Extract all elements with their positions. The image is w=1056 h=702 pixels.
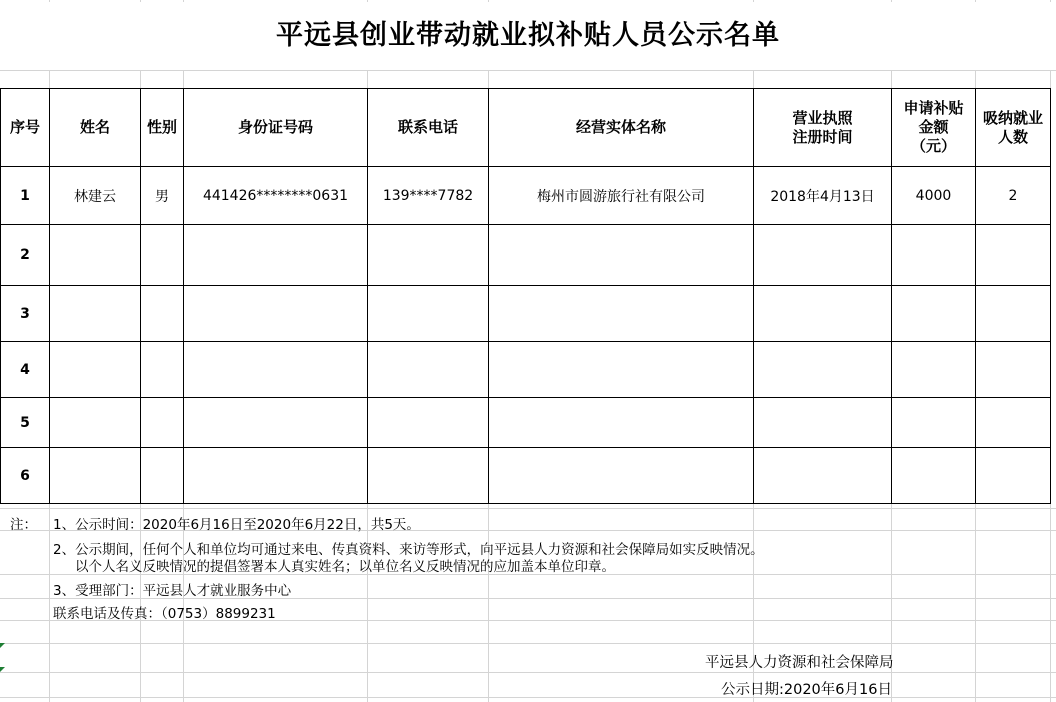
cell-id-number <box>184 398 368 448</box>
cell-name <box>50 342 141 398</box>
cell-business-entity <box>489 225 754 286</box>
header-employees: 吸纳就业 人数 <box>976 89 1051 167</box>
header-phone: 联系电话 <box>368 89 489 167</box>
header-name: 姓名 <box>50 89 141 167</box>
table-row <box>1 448 1051 504</box>
table-row <box>1 286 1051 342</box>
cell-phone: 139****7782 <box>368 167 489 225</box>
cell-name <box>50 225 141 286</box>
cell-employees <box>976 398 1051 448</box>
cell-id-number <box>184 342 368 398</box>
document-title: 平远县创业带动就业拟补贴人员公示名单 <box>0 2 1056 70</box>
cell-subsidy-amount <box>892 448 976 504</box>
cell-license-date <box>754 448 892 504</box>
cell-subsidy-amount <box>892 342 976 398</box>
cell-license-date <box>754 286 892 342</box>
cell-subsidy-amount <box>892 286 976 342</box>
table-row <box>1 167 1051 225</box>
cell-business-entity <box>489 448 754 504</box>
table-row <box>1 225 1051 286</box>
cell-business-entity <box>489 398 754 448</box>
cell-marker-icon <box>0 643 5 648</box>
grid-row-line <box>0 70 1056 71</box>
note-line-contact: 联系电话及传真：（0753）8899231 <box>53 606 276 622</box>
cell-marker-icon <box>0 667 5 672</box>
cell-index: 6 <box>1 448 50 504</box>
cell-index: 5 <box>1 398 50 448</box>
cell-license-date <box>754 398 892 448</box>
header-id-number: 身份证号码 <box>184 89 368 167</box>
cell-index: 4 <box>1 342 50 398</box>
cell-index: 1 <box>1 167 50 225</box>
notes-label: 注： <box>10 517 37 533</box>
grid-row-line <box>0 508 1056 509</box>
table-row <box>1 398 1051 448</box>
cell-employees <box>976 225 1051 286</box>
cell-gender <box>141 225 184 286</box>
cell-license-date: 2018年4月13日 <box>754 167 892 225</box>
signature-org: 平远县人力资源和社会保障局 <box>705 655 894 671</box>
cell-business-entity <box>489 342 754 398</box>
cell-name <box>50 286 141 342</box>
cell-employees: 2 <box>976 167 1051 225</box>
header-license-date: 营业执照 注册时间 <box>754 89 892 167</box>
cell-gender <box>141 342 184 398</box>
cell-license-date <box>754 225 892 286</box>
cell-id-number <box>184 286 368 342</box>
note-line-1: 1、公示时间：2020年6月16日至2020年6月22日，共5天。 <box>53 517 420 533</box>
cell-phone <box>368 448 489 504</box>
cell-gender <box>141 286 184 342</box>
cell-employees <box>976 286 1051 342</box>
cell-subsidy-amount <box>892 398 976 448</box>
note-line-2: 2、公示期间，任何个人和单位均可通过来电、传真资料、来访等形式，向平远县人力资源和社会保障局如实反映情况。 <box>53 542 764 558</box>
grid-row-line <box>0 672 1056 673</box>
header-gender: 性别 <box>141 89 184 167</box>
cell-gender <box>141 448 184 504</box>
table-header-row <box>1 89 1051 167</box>
cell-business-entity <box>489 286 754 342</box>
grid-row-line <box>0 643 1056 644</box>
subsidy-table <box>0 88 1051 504</box>
cell-phone <box>368 225 489 286</box>
publication-date: 公示日期:2020年6月16日 <box>721 682 892 698</box>
grid-row-line <box>0 697 1056 698</box>
cell-gender <box>141 398 184 448</box>
note-line-2-cont: 以个人名义反映情况的提倡签署本人真实姓名；以单位名义反映情况的应加盖本单位印章。 <box>75 559 615 575</box>
header-business-entity: 经营实体名称 <box>489 89 754 167</box>
cell-business-entity: 梅州市圆游旅行社有限公司 <box>489 167 754 225</box>
cell-index: 2 <box>1 225 50 286</box>
cell-phone <box>368 342 489 398</box>
cell-subsidy-amount <box>892 225 976 286</box>
cell-name <box>50 398 141 448</box>
cell-phone <box>368 286 489 342</box>
cell-name: 林建云 <box>50 167 141 225</box>
header-index: 序号 <box>1 89 50 167</box>
cell-employees <box>976 342 1051 398</box>
cell-index: 3 <box>1 286 50 342</box>
cell-id-number: 441426********0631 <box>184 167 368 225</box>
cell-subsidy-amount: 4000 <box>892 167 976 225</box>
cell-name <box>50 448 141 504</box>
header-subsidy-amount: 申请补贴 金额 （元） <box>892 89 976 167</box>
table-row <box>1 342 1051 398</box>
note-line-3: 3、受理部门：平远县人才就业服务中心 <box>53 583 292 599</box>
cell-gender: 男 <box>141 167 184 225</box>
cell-id-number <box>184 225 368 286</box>
cell-employees <box>976 448 1051 504</box>
cell-phone <box>368 398 489 448</box>
cell-id-number <box>184 448 368 504</box>
cell-license-date <box>754 342 892 398</box>
